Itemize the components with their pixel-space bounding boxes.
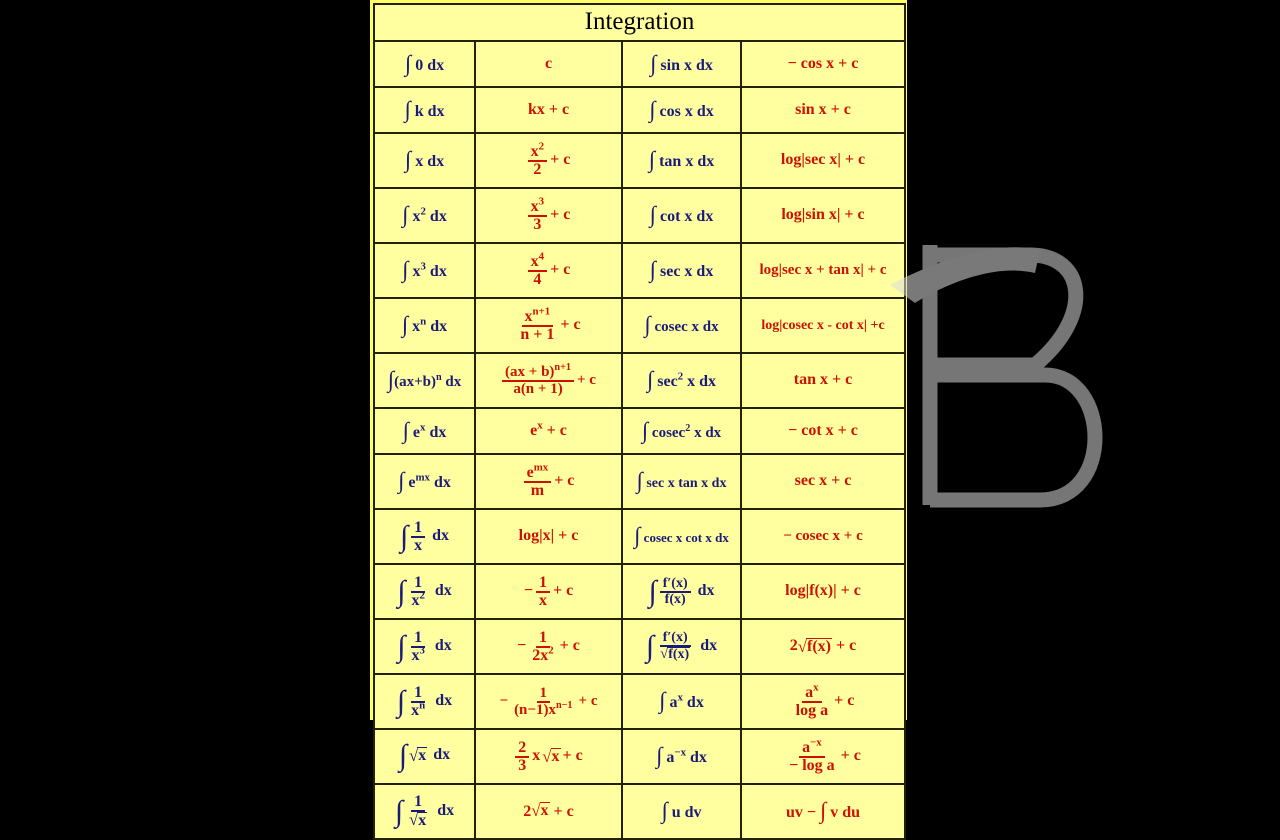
cell-right-integral: ∫ u dv	[622, 784, 741, 839]
cell-right-integral: ∫ cosec x dx	[622, 298, 741, 353]
cell-right-integral: ∫ cosec x cot x dx	[622, 509, 741, 564]
cell-left-integral: ∫ k dx	[374, 87, 475, 133]
cell-left-integral: ∫ 0 dx	[374, 41, 475, 87]
cell-right-integral: ∫ $a^x$ dx	[622, 674, 741, 729]
integration-formula-table	[373, 3, 906, 840]
cell-left-integral: ∫ $x^2$ dx	[374, 188, 475, 243]
cell-right-result: log|sec x| + c	[741, 133, 905, 188]
table-row	[374, 353, 905, 408]
cell-left-result: $\frac{x^{n+1}}{n + 1}$ + c	[475, 298, 622, 353]
cell-right-result: log|cosec x - cot x| +c	[741, 298, 905, 353]
cell-right-integral: ∫ sec x dx	[622, 243, 741, 298]
cell-right-result: sin x + c	[741, 87, 905, 133]
cell-right-result: − cot x + c	[741, 408, 905, 454]
cell-left-integral: ∫ $x^3$ dx	[374, 243, 475, 298]
cell-left-result: log|x| + c	[475, 509, 622, 564]
cell-right-integral: ∫ $a^{-x}$ dx	[622, 729, 741, 784]
table-row	[374, 674, 905, 729]
cell-left-result: $e^x + c$	[475, 408, 622, 454]
cell-left-result: $\frac{x^2}{2}$ + c	[475, 133, 622, 188]
cell-left-result: $\frac{2}{3}$ x √ x + c	[475, 729, 622, 784]
cell-left-integral: ∫ x dx	[374, 133, 475, 188]
cell-right-result: uv − ∫ v du	[741, 784, 905, 839]
cell-left-integral: ∫ $\frac{1}{x^3}$ dx	[374, 619, 475, 674]
cell-left-result: kx + c	[475, 87, 622, 133]
table-row	[374, 243, 905, 298]
cell-right-integral: ∫ $\frac{f'(x)}{f(x)}$ dx	[622, 564, 741, 619]
cell-left-result: 2 √ x + c	[475, 784, 622, 839]
table-title-row	[374, 4, 905, 41]
cell-right-result: − cosec x + c	[741, 509, 905, 564]
cell-right-integral: ∫ cot x dx	[622, 188, 741, 243]
cell-left-result: − $\frac{1}{x}$ + c	[475, 564, 622, 619]
cell-left-integral: ∫ $e^{mx}$ dx	[374, 454, 475, 509]
cell-right-result: $\frac{a^x}{\text{log a}}$ + c	[741, 674, 905, 729]
cell-left-result: $\frac{x^3}{3}$ + c	[475, 188, 622, 243]
cell-right-result: tan x + c	[741, 353, 905, 408]
cell-left-integral: ∫ $\frac{1}{x}$ dx	[374, 509, 475, 564]
table-row	[374, 298, 905, 353]
cell-right-integral: ∫ cos x dx	[622, 87, 741, 133]
cell-right-integral: ∫ f′(x) √ f(x) dx	[622, 619, 741, 674]
table-row	[374, 454, 905, 509]
cell-right-result: 2 √ f(x) + c	[741, 619, 905, 674]
table-row	[374, 729, 905, 784]
table-row	[374, 564, 905, 619]
cell-right-integral: ∫ tan x dx	[622, 133, 741, 188]
cell-right-result: log|sec x + tan x| + c	[741, 243, 905, 298]
cell-left-result: − $\frac{1}{2x^2}$ + c	[475, 619, 622, 674]
cell-right-integral: ∫ $\sec^2 x$ dx	[622, 353, 741, 408]
cell-right-integral: ∫ sec x tan x dx	[622, 454, 741, 509]
cell-right-result: sec x + c	[741, 454, 905, 509]
cell-left-result: $\frac{x^4}{4}$ + c	[475, 243, 622, 298]
cell-right-result: $\frac{a^{-x}}{\text{− log a}}$ + c	[741, 729, 905, 784]
cell-left-integral: $\int(ax+b)^n$ dx	[374, 353, 475, 408]
table-row	[374, 784, 905, 839]
cell-right-integral: ∫ cosec$^2$ x dx	[622, 408, 741, 454]
cell-left-result: c	[475, 41, 622, 87]
formula-rows	[374, 41, 905, 839]
cell-right-result: log|f(x)| + c	[741, 564, 905, 619]
cell-left-result: − $\frac{1}{(n-1)x^{n-1}}$ + c	[475, 674, 622, 729]
table-row	[374, 133, 905, 188]
table-row	[374, 619, 905, 674]
cell-left-integral: ∫ $e^x$ dx	[374, 408, 475, 454]
cell-left-integral: ∫ 1 √ x dx	[374, 784, 475, 839]
table-row	[374, 87, 905, 133]
cell-left-integral: ∫ √ x dx	[374, 729, 475, 784]
cell-left-result: $\frac{e^{mx}}{m}$ + c	[475, 454, 622, 509]
table-row	[374, 408, 905, 454]
cell-left-result: $\frac{(ax + b)^{n+1}}{a(n + 1)}$ + c	[475, 353, 622, 408]
cell-right-result: log|sin x| + c	[741, 188, 905, 243]
cell-left-integral: ∫ $\frac{1}{x^2}$ dx	[374, 564, 475, 619]
formula-sheet	[370, 0, 907, 829]
table-row	[374, 509, 905, 564]
cell-left-integral: ∫ $x^n$ dx	[374, 298, 475, 353]
cell-right-integral: ∫ sin x dx	[622, 41, 741, 87]
table-row	[374, 188, 905, 243]
table-row	[374, 41, 905, 87]
cell-right-result: − cos x + c	[741, 41, 905, 87]
page-title: Integration	[374, 4, 905, 41]
cell-left-integral: ∫ $\frac{1}{x^n}$ dx	[374, 674, 475, 729]
